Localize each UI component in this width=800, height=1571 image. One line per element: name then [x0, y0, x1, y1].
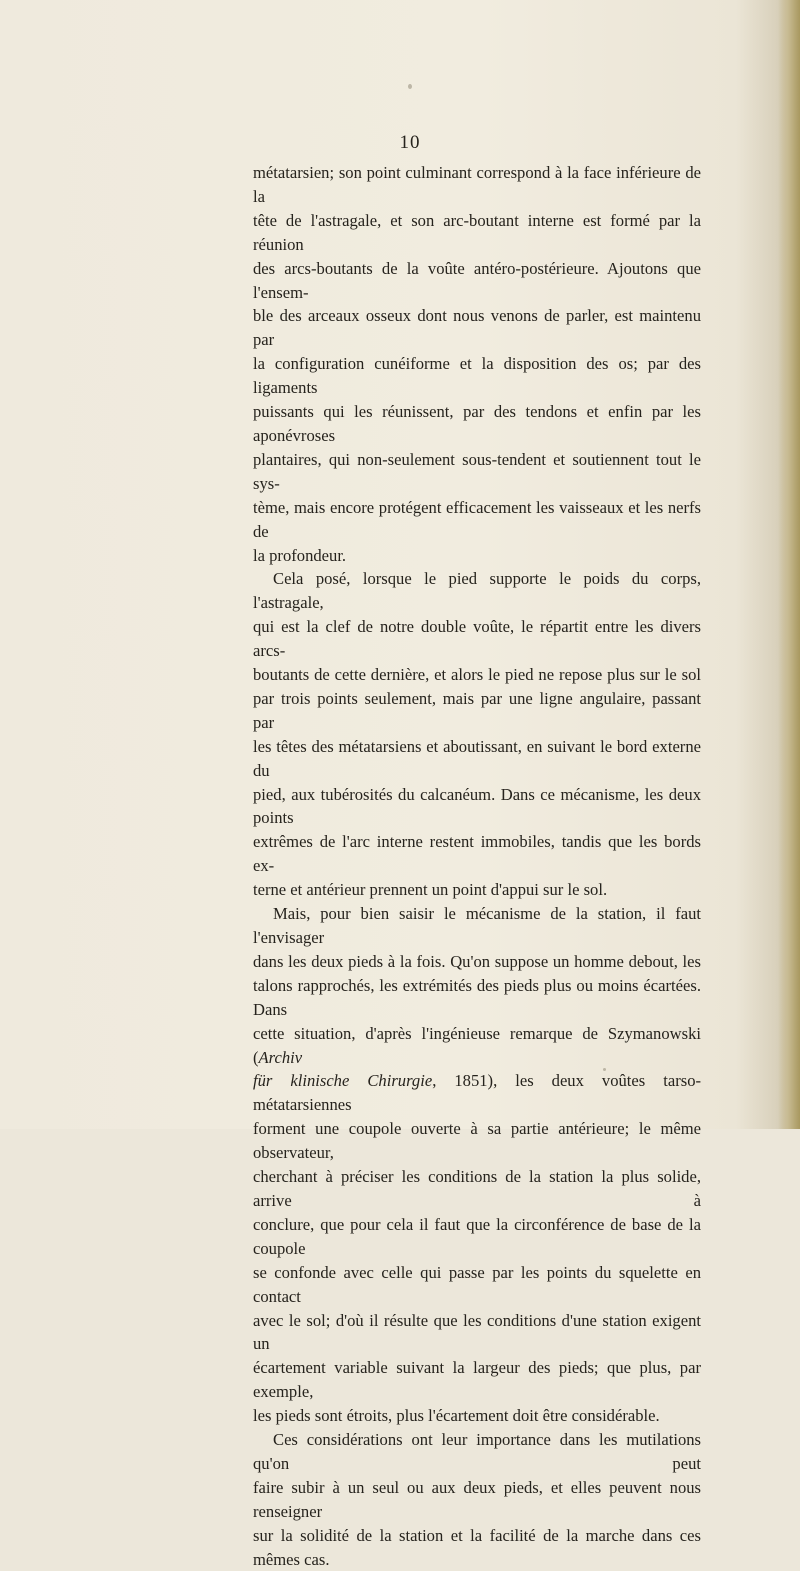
text-line: les têtes des métatarsiens et aboutissant, en suivant le bord externe du — [253, 736, 701, 780]
text-line: boutants de cette dernière, et alors le pied ne repose plus sur le sol — [253, 665, 701, 685]
text-line: pied, aux tubérosités du calcanéum. Dans ce mécanisme, les deux points — [253, 784, 701, 828]
text-line: talons rapprochés, les extrémités des pieds plus ou moins écartées. Dans — [253, 975, 701, 1019]
text-line: tème, mais encore protégent efficacement les vaisseaux et les nerfs de — [253, 497, 701, 541]
text-line: Cela posé, lorsque le pied supporte le poids du corps, l'astragale, — [253, 569, 701, 613]
paragraph-3 — [253, 902, 701, 1428]
text-line: sur la solidité de la station et la facilité de la marche dans ces mêmes cas. — [253, 1525, 701, 1569]
text-line: se confonde avec celle qui passe par les points du squelette en contact — [253, 1262, 701, 1306]
page-edge-shadow — [778, 0, 800, 1129]
ink-speck — [408, 84, 412, 89]
text-line: dans les deux pieds à la fois. Qu'on suppose un homme debout, les — [253, 951, 701, 971]
text-line: Mais, pour bien saisir le mécanisme de la station, il faut l'envisager — [253, 904, 701, 947]
text-line: avec le sol; d'où il résulte que les conditions d'une station exigent un — [253, 1310, 701, 1354]
text-line: plantaires, qui non-seulement sous-tendent et soutiennent tout le sys- — [253, 449, 701, 493]
text-line: conclure, que pour cela il faut que la circonférence de base de la coupole — [253, 1214, 701, 1258]
text-line-citation — [253, 1022, 701, 1070]
text-line: les pieds sont étroits, plus l'écartement doit être considérable. — [253, 1406, 660, 1426]
journal-title-part2: für klinische Chirurgie — [253, 1071, 433, 1091]
text-line: Ces considérations ont leur importance dans les mutilations qu'on peut — [253, 1430, 701, 1473]
paragraph-2 — [253, 567, 701, 902]
text-fragment: , 1851), les deux voûtes tarso-métatarsiennes — [253, 1071, 702, 1115]
paragraph-1 — [253, 161, 701, 567]
text-line: terne et antérieur prennent un point d'appui sur le sol. — [253, 880, 608, 900]
body-text — [253, 161, 701, 1571]
text-line-citation — [253, 1069, 701, 1117]
paragraph-4 — [253, 1428, 701, 1571]
text-line: faire subir à un seul ou aux deux pieds, et elles peuvent nous renseigner — [253, 1477, 701, 1521]
text-line: par trois points seulement, mais par une ligne angulaire, passant par — [253, 688, 701, 732]
text-line: qui est la clef de notre double voûte, le répartit entre les divers arcs- — [253, 617, 701, 661]
text-line: la configuration cunéiforme et la disposition des os; par des ligaments — [253, 354, 701, 398]
text-line: métatarsien; son point culminant correspond à la face inférieure de la — [253, 163, 701, 206]
text-line: écartement variable suivant la largeur des pieds; que plus, par exemple, — [253, 1358, 701, 1402]
text-line: tête de l'astragale, et son arc-boutant interne est formé par la réunion — [253, 210, 701, 254]
text-line: la profondeur. — [253, 545, 347, 565]
journal-title-part1: Archiv — [258, 1047, 303, 1067]
text-line: forment une coupole ouverte à sa partie antérieure; le même observateur, — [253, 1119, 701, 1163]
text-fragment: cette situation, d'après l'ingénieuse remarque de Szymanowski ( — [253, 1023, 701, 1067]
text-line: cherchant à préciser les conditions de la station la plus solide, arrive à — [253, 1167, 701, 1210]
text-line: extrêmes de l'arc interne restent immobiles, tandis que les bords ex- — [253, 832, 701, 876]
text-line: des arcs-boutants de la voûte antéro-postérieure. Ajoutons que l'ensem- — [253, 258, 701, 302]
text-line: puissants qui les réunissent, par des tendons et enfin par les aponévroses — [253, 402, 701, 445]
page-number: 10 — [399, 132, 421, 153]
text-line: ble des arceaux osseux dont nous venons de parler, est maintenu par — [253, 306, 701, 350]
